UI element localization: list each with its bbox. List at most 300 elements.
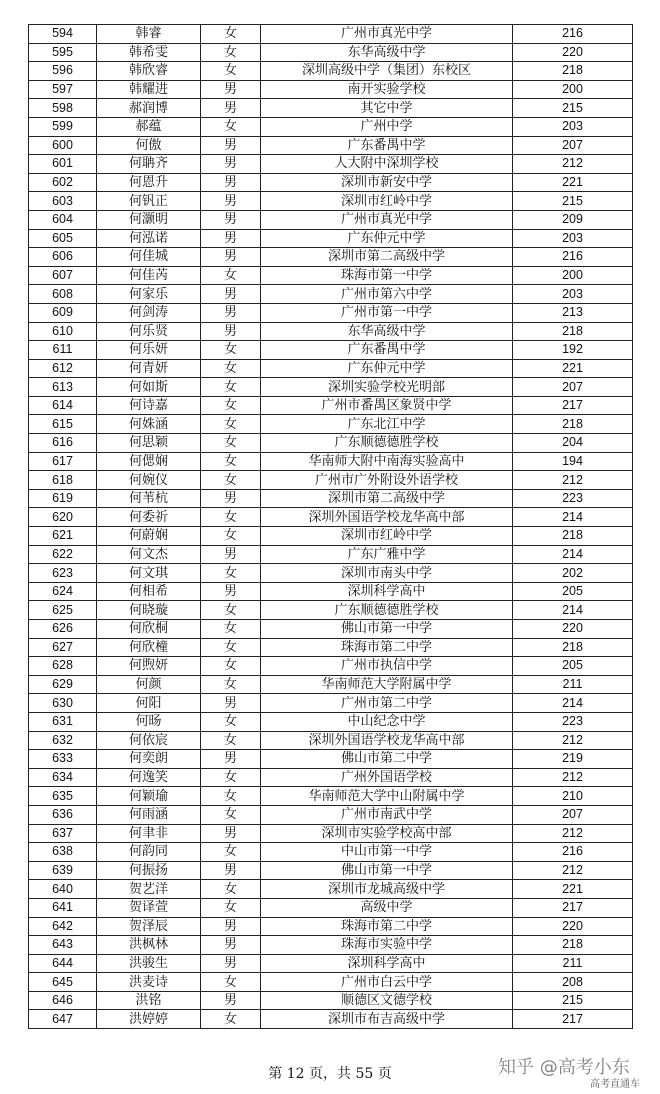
row-number-cell: 628 — [29, 657, 97, 676]
student-name-cell: 何煦妍 — [97, 657, 201, 676]
school-name-cell: 人大附中深圳学校 — [261, 155, 513, 174]
score-cell: 210 — [513, 787, 633, 806]
score-cell: 218 — [513, 936, 633, 955]
table-row — [29, 768, 633, 787]
row-number-cell: 594 — [29, 25, 97, 44]
row-number-cell: 610 — [29, 322, 97, 341]
school-name-cell: 深圳市新安中学 — [261, 173, 513, 192]
gender-cell: 女 — [201, 787, 261, 806]
table-row — [29, 266, 633, 285]
school-name-cell: 广州市执信中学 — [261, 657, 513, 676]
score-cell: 213 — [513, 303, 633, 322]
school-name-cell: 佛山市第一中学 — [261, 620, 513, 639]
student-name-cell: 贺译萱 — [97, 898, 201, 917]
row-number-cell: 637 — [29, 824, 97, 843]
gender-cell: 男 — [201, 694, 261, 713]
score-cell: 194 — [513, 452, 633, 471]
school-name-cell: 广东仲元中学 — [261, 229, 513, 248]
gender-cell: 女 — [201, 415, 261, 434]
row-number-cell: 622 — [29, 545, 97, 564]
gender-cell: 女 — [201, 973, 261, 992]
score-cell: 203 — [513, 285, 633, 304]
gender-cell: 男 — [201, 136, 261, 155]
table-row — [29, 750, 633, 769]
row-number-cell: 604 — [29, 210, 97, 229]
gender-cell: 女 — [201, 880, 261, 899]
table-row — [29, 210, 633, 229]
student-name-cell: 何旸 — [97, 712, 201, 731]
row-number-cell: 629 — [29, 675, 97, 694]
student-roster-table — [28, 24, 633, 1029]
student-name-cell: 何青妍 — [97, 359, 201, 378]
gender-cell: 女 — [201, 452, 261, 471]
row-number-cell: 599 — [29, 117, 97, 136]
score-cell: 204 — [513, 434, 633, 453]
table-row — [29, 155, 633, 174]
score-cell: 203 — [513, 229, 633, 248]
table-row — [29, 173, 633, 192]
school-name-cell: 广东番禺中学 — [261, 136, 513, 155]
school-name-cell: 华南师大附中南海实验高中 — [261, 452, 513, 471]
score-cell: 211 — [513, 954, 633, 973]
row-number-cell: 633 — [29, 750, 97, 769]
school-name-cell: 广州外国语学校 — [261, 768, 513, 787]
gender-cell: 女 — [201, 712, 261, 731]
table-row — [29, 805, 633, 824]
student-name-cell: 何颜 — [97, 675, 201, 694]
score-cell: 223 — [513, 712, 633, 731]
table-row — [29, 285, 633, 304]
school-name-cell: 广州市第二中学 — [261, 694, 513, 713]
table-row — [29, 452, 633, 471]
row-number-cell: 623 — [29, 564, 97, 583]
score-cell: 217 — [513, 1010, 633, 1029]
row-number-cell: 632 — [29, 731, 97, 750]
school-name-cell: 华南师范大学附属中学 — [261, 675, 513, 694]
score-cell: 209 — [513, 210, 633, 229]
student-name-cell: 何姝涵 — [97, 415, 201, 434]
student-name-cell: 何诗嘉 — [97, 396, 201, 415]
table-row — [29, 322, 633, 341]
student-name-cell: 何文琪 — [97, 564, 201, 583]
student-name-cell: 郝润博 — [97, 99, 201, 118]
gender-cell: 女 — [201, 341, 261, 360]
table-row — [29, 787, 633, 806]
gender-cell: 女 — [201, 731, 261, 750]
school-name-cell: 深圳市红岭中学 — [261, 527, 513, 546]
gender-cell: 男 — [201, 991, 261, 1010]
student-name-cell: 何委祈 — [97, 508, 201, 527]
school-name-cell: 深圳市龙城高级中学 — [261, 880, 513, 899]
row-number-cell: 613 — [29, 378, 97, 397]
school-name-cell: 顺德区文德学校 — [261, 991, 513, 1010]
row-number-cell: 640 — [29, 880, 97, 899]
student-name-cell: 何佳城 — [97, 248, 201, 267]
student-name-cell: 何蔚娴 — [97, 527, 201, 546]
gender-cell: 女 — [201, 805, 261, 824]
school-name-cell: 广东广雅中学 — [261, 545, 513, 564]
gender-cell: 男 — [201, 582, 261, 601]
row-number-cell: 597 — [29, 80, 97, 99]
gender-cell: 女 — [201, 601, 261, 620]
table-row — [29, 378, 633, 397]
school-name-cell: 广州市真光中学 — [261, 210, 513, 229]
school-name-cell: 深圳高级中学（集团）东校区 — [261, 62, 513, 81]
row-number-cell: 636 — [29, 805, 97, 824]
score-cell: 203 — [513, 117, 633, 136]
row-number-cell: 603 — [29, 192, 97, 211]
student-name-cell: 何苇杭 — [97, 489, 201, 508]
gender-cell: 女 — [201, 378, 261, 397]
student-name-cell: 何钒正 — [97, 192, 201, 211]
table-row — [29, 303, 633, 322]
row-number-cell: 644 — [29, 954, 97, 973]
student-name-cell: 何婉仪 — [97, 471, 201, 490]
table-row — [29, 415, 633, 434]
gender-cell: 男 — [201, 229, 261, 248]
score-cell: 217 — [513, 396, 633, 415]
row-number-cell: 626 — [29, 620, 97, 639]
gender-cell: 男 — [201, 545, 261, 564]
gender-cell: 男 — [201, 80, 261, 99]
score-cell: 205 — [513, 657, 633, 676]
score-cell: 218 — [513, 322, 633, 341]
student-name-cell: 何思颖 — [97, 434, 201, 453]
table-row — [29, 80, 633, 99]
table-row — [29, 620, 633, 639]
table-row — [29, 545, 633, 564]
student-name-cell: 何佳芮 — [97, 266, 201, 285]
row-number-cell: 631 — [29, 712, 97, 731]
school-name-cell: 深圳市红岭中学 — [261, 192, 513, 211]
score-cell: 208 — [513, 973, 633, 992]
row-number-cell: 647 — [29, 1010, 97, 1029]
school-name-cell: 深圳市第二高级中学 — [261, 489, 513, 508]
student-name-cell: 洪骏生 — [97, 954, 201, 973]
gender-cell: 女 — [201, 359, 261, 378]
school-name-cell: 深圳外国语学校龙华高中部 — [261, 508, 513, 527]
gender-cell: 男 — [201, 248, 261, 267]
row-number-cell: 607 — [29, 266, 97, 285]
score-cell: 215 — [513, 991, 633, 1010]
gender-cell: 女 — [201, 638, 261, 657]
gender-cell: 男 — [201, 210, 261, 229]
score-cell: 221 — [513, 173, 633, 192]
school-name-cell: 广州市番禺区象贤中学 — [261, 396, 513, 415]
score-cell: 216 — [513, 248, 633, 267]
score-cell: 221 — [513, 359, 633, 378]
table-row — [29, 508, 633, 527]
score-cell: 214 — [513, 508, 633, 527]
row-number-cell: 635 — [29, 787, 97, 806]
gender-cell: 男 — [201, 954, 261, 973]
school-name-cell: 中山纪念中学 — [261, 712, 513, 731]
gender-cell: 男 — [201, 99, 261, 118]
school-name-cell: 广东顺德德胜学校 — [261, 601, 513, 620]
score-cell: 219 — [513, 750, 633, 769]
row-number-cell: 608 — [29, 285, 97, 304]
score-cell: 200 — [513, 80, 633, 99]
score-cell: 212 — [513, 768, 633, 787]
school-name-cell: 广州中学 — [261, 117, 513, 136]
table-row — [29, 471, 633, 490]
gender-cell: 男 — [201, 824, 261, 843]
table-row — [29, 601, 633, 620]
school-name-cell: 华南师范大学中山附属中学 — [261, 787, 513, 806]
table-row — [29, 694, 633, 713]
row-number-cell: 627 — [29, 638, 97, 657]
student-name-cell: 何家乐 — [97, 285, 201, 304]
school-name-cell: 东华高级中学 — [261, 43, 513, 62]
student-name-cell: 何依宸 — [97, 731, 201, 750]
row-number-cell: 630 — [29, 694, 97, 713]
table-row — [29, 843, 633, 862]
student-name-cell: 何文杰 — [97, 545, 201, 564]
row-number-cell: 611 — [29, 341, 97, 360]
table-row — [29, 527, 633, 546]
school-name-cell: 珠海市第二中学 — [261, 638, 513, 657]
student-name-cell: 洪婷婷 — [97, 1010, 201, 1029]
gender-cell: 男 — [201, 155, 261, 174]
score-cell: 220 — [513, 620, 633, 639]
gender-cell: 男 — [201, 861, 261, 880]
score-cell: 212 — [513, 824, 633, 843]
table-row — [29, 1010, 633, 1029]
gender-cell: 女 — [201, 25, 261, 44]
table-row — [29, 936, 633, 955]
table-row — [29, 582, 633, 601]
table-row — [29, 248, 633, 267]
row-number-cell: 645 — [29, 973, 97, 992]
table-row — [29, 657, 633, 676]
student-name-cell: 贺艺洋 — [97, 880, 201, 899]
school-name-cell: 深圳科学高中 — [261, 954, 513, 973]
school-name-cell: 珠海市第二中学 — [261, 917, 513, 936]
table-row — [29, 136, 633, 155]
row-number-cell: 624 — [29, 582, 97, 601]
row-number-cell: 620 — [29, 508, 97, 527]
gender-cell: 女 — [201, 1010, 261, 1029]
row-number-cell: 598 — [29, 99, 97, 118]
student-name-cell: 何振扬 — [97, 861, 201, 880]
score-cell: 212 — [513, 861, 633, 880]
school-name-cell: 深圳市南头中学 — [261, 564, 513, 583]
score-cell: 223 — [513, 489, 633, 508]
score-cell: 207 — [513, 805, 633, 824]
school-name-cell: 佛山市第一中学 — [261, 861, 513, 880]
score-cell: 192 — [513, 341, 633, 360]
student-name-cell: 何乐妍 — [97, 341, 201, 360]
score-cell: 207 — [513, 378, 633, 397]
gender-cell: 男 — [201, 489, 261, 508]
table-row — [29, 359, 633, 378]
school-name-cell: 深圳科学高中 — [261, 582, 513, 601]
score-cell: 218 — [513, 62, 633, 81]
student-name-cell: 何奕朗 — [97, 750, 201, 769]
score-cell: 221 — [513, 880, 633, 899]
row-number-cell: 639 — [29, 861, 97, 880]
gender-cell: 女 — [201, 117, 261, 136]
student-name-cell: 何聃齐 — [97, 155, 201, 174]
student-name-cell: 何欣桐 — [97, 620, 201, 639]
score-cell: 216 — [513, 843, 633, 862]
student-name-cell: 何逸笑 — [97, 768, 201, 787]
table-row — [29, 824, 633, 843]
gender-cell: 女 — [201, 471, 261, 490]
row-number-cell: 619 — [29, 489, 97, 508]
row-number-cell: 600 — [29, 136, 97, 155]
score-cell: 215 — [513, 192, 633, 211]
school-name-cell: 高级中学 — [261, 898, 513, 917]
student-name-cell: 韩欣睿 — [97, 62, 201, 81]
score-cell: 211 — [513, 675, 633, 694]
student-name-cell: 何如斯 — [97, 378, 201, 397]
gender-cell: 女 — [201, 768, 261, 787]
school-name-cell: 深圳市实验学校高中部 — [261, 824, 513, 843]
gender-cell: 男 — [201, 173, 261, 192]
score-cell: 205 — [513, 582, 633, 601]
student-name-cell: 何韵同 — [97, 843, 201, 862]
school-name-cell: 广州市南武中学 — [261, 805, 513, 824]
school-name-cell: 南开实验学校 — [261, 80, 513, 99]
school-name-cell: 东华高级中学 — [261, 322, 513, 341]
student-name-cell: 郝蕴 — [97, 117, 201, 136]
score-cell: 217 — [513, 898, 633, 917]
student-name-cell: 何聿非 — [97, 824, 201, 843]
school-name-cell: 广州市第一中学 — [261, 303, 513, 322]
gender-cell: 男 — [201, 750, 261, 769]
row-number-cell: 615 — [29, 415, 97, 434]
row-number-cell: 595 — [29, 43, 97, 62]
row-number-cell: 643 — [29, 936, 97, 955]
school-name-cell: 深圳外国语学校龙华高中部 — [261, 731, 513, 750]
gender-cell: 男 — [201, 192, 261, 211]
score-cell: 202 — [513, 564, 633, 583]
score-cell: 207 — [513, 136, 633, 155]
student-name-cell: 何阳 — [97, 694, 201, 713]
table-row — [29, 489, 633, 508]
score-cell: 212 — [513, 731, 633, 750]
row-number-cell: 617 — [29, 452, 97, 471]
school-name-cell: 珠海市第一中学 — [261, 266, 513, 285]
gender-cell: 女 — [201, 898, 261, 917]
table-row — [29, 731, 633, 750]
school-name-cell: 广东顺德德胜学校 — [261, 434, 513, 453]
gender-cell: 女 — [201, 434, 261, 453]
table-row — [29, 880, 633, 899]
student-name-cell: 何傲 — [97, 136, 201, 155]
row-number-cell: 602 — [29, 173, 97, 192]
score-cell: 214 — [513, 601, 633, 620]
score-cell: 218 — [513, 527, 633, 546]
student-name-cell: 洪铭 — [97, 991, 201, 1010]
gender-cell: 男 — [201, 303, 261, 322]
school-name-cell: 中山市第一中学 — [261, 843, 513, 862]
table-row — [29, 954, 633, 973]
table-row — [29, 99, 633, 118]
score-cell: 218 — [513, 638, 633, 657]
row-number-cell: 596 — [29, 62, 97, 81]
student-name-cell: 何相希 — [97, 582, 201, 601]
row-number-cell: 641 — [29, 898, 97, 917]
row-number-cell: 634 — [29, 768, 97, 787]
school-name-cell: 广东仲元中学 — [261, 359, 513, 378]
score-cell: 212 — [513, 471, 633, 490]
table-row — [29, 25, 633, 44]
gender-cell: 男 — [201, 917, 261, 936]
table-row — [29, 861, 633, 880]
table-row — [29, 43, 633, 62]
student-name-cell: 何雨涵 — [97, 805, 201, 824]
page-footer: 第 12 页，共 55 页 — [268, 1066, 392, 1082]
school-name-cell: 广州市真光中学 — [261, 25, 513, 44]
school-name-cell: 广州市广外附设外语学校 — [261, 471, 513, 490]
row-number-cell: 605 — [29, 229, 97, 248]
student-name-cell: 韩睿 — [97, 25, 201, 44]
table-row — [29, 973, 633, 992]
score-cell: 214 — [513, 694, 633, 713]
score-cell: 216 — [513, 25, 633, 44]
student-name-cell: 何灏明 — [97, 210, 201, 229]
table-row — [29, 991, 633, 1010]
student-name-cell: 何泓诺 — [97, 229, 201, 248]
student-name-cell: 何欣橦 — [97, 638, 201, 657]
gender-cell: 女 — [201, 527, 261, 546]
row-number-cell: 638 — [29, 843, 97, 862]
gender-cell: 男 — [201, 285, 261, 304]
row-number-cell: 609 — [29, 303, 97, 322]
gender-cell: 女 — [201, 396, 261, 415]
table-row — [29, 341, 633, 360]
gender-cell: 女 — [201, 266, 261, 285]
gender-cell: 女 — [201, 62, 261, 81]
row-number-cell: 614 — [29, 396, 97, 415]
student-name-cell: 何颖瑜 — [97, 787, 201, 806]
school-name-cell: 珠海市实验中学 — [261, 936, 513, 955]
student-name-cell: 洪枫林 — [97, 936, 201, 955]
school-name-cell: 深圳市布吉高级中学 — [261, 1010, 513, 1029]
student-name-cell: 何偲娴 — [97, 452, 201, 471]
school-name-cell: 广州市白云中学 — [261, 973, 513, 992]
student-name-cell: 何乐贤 — [97, 322, 201, 341]
gender-cell: 女 — [201, 43, 261, 62]
student-name-cell: 何恩升 — [97, 173, 201, 192]
table-row — [29, 898, 633, 917]
gender-cell: 女 — [201, 675, 261, 694]
table-row — [29, 192, 633, 211]
score-cell: 200 — [513, 266, 633, 285]
row-number-cell: 621 — [29, 527, 97, 546]
watermark-small: 高考直通车 — [590, 1079, 640, 1090]
roster-body — [29, 25, 633, 1029]
score-cell: 220 — [513, 917, 633, 936]
gender-cell: 男 — [201, 322, 261, 341]
score-cell: 220 — [513, 43, 633, 62]
row-number-cell: 616 — [29, 434, 97, 453]
table-row — [29, 396, 633, 415]
row-number-cell: 601 — [29, 155, 97, 174]
school-name-cell: 广东番禺中学 — [261, 341, 513, 360]
watermark: 知乎 @高考小东 — [498, 1057, 630, 1078]
table-row — [29, 917, 633, 936]
school-name-cell: 其它中学 — [261, 99, 513, 118]
school-name-cell: 广州市第六中学 — [261, 285, 513, 304]
student-name-cell: 何晓璇 — [97, 601, 201, 620]
school-name-cell: 深圳市第二高级中学 — [261, 248, 513, 267]
score-cell: 218 — [513, 415, 633, 434]
table-row — [29, 229, 633, 248]
gender-cell: 女 — [201, 564, 261, 583]
